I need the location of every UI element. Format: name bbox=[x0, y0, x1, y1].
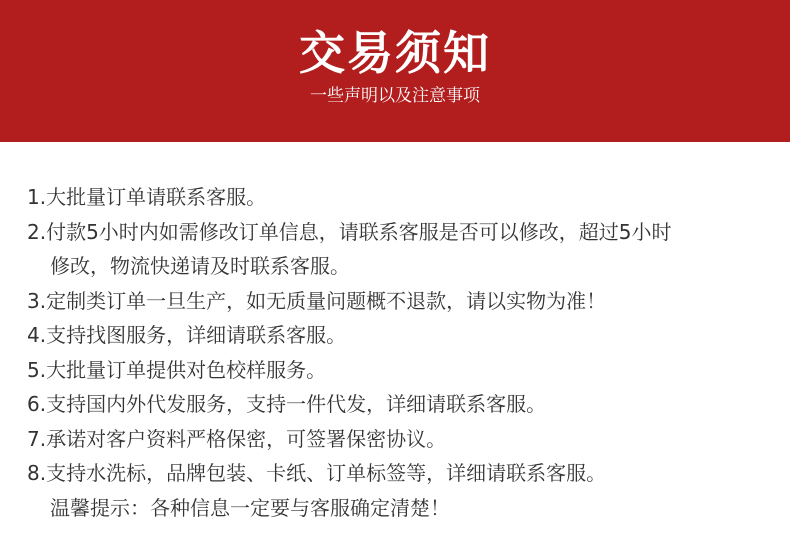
notice-item-7: 7.承诺对客户资料严格保密，可签署保密协议。 bbox=[27, 426, 447, 451]
page-subtitle: 一些声明以及注意事项 bbox=[310, 86, 480, 106]
notice-item-2-continued: 修改，物流快递请及时联系客服。 bbox=[50, 254, 350, 278]
page-title: 交易须知 bbox=[299, 26, 491, 80]
header-banner bbox=[0, 0, 790, 142]
warm-tip: 温馨提示：各种信息一定要与客服确定清楚！ bbox=[50, 495, 450, 520]
notice-item-6: 6.支持国内外代发服务，支持一件代发，详细请联系客服。 bbox=[27, 392, 547, 416]
notice-item-4: 4.支持找图服务，详细请联系客服。 bbox=[27, 323, 347, 347]
notice-item-3: 3.定制类订单一旦生产，如无质量问题概不退款，请以实物为准！ bbox=[27, 288, 607, 313]
notice-list bbox=[27, 180, 777, 525]
notice-item-5: 5.大批量订单提供对色校样服务。 bbox=[27, 357, 327, 382]
notice-item-8: 8.支持水洗标，品牌包装、卡纸、订单标签等，详细请联系客服。 bbox=[27, 461, 607, 485]
notice-item-1: 1.大批量订单请联系客服。 bbox=[27, 185, 267, 209]
notice-item-2: 2.付款5小时内如需修改订单信息，请联系客服是否可以修改，超过5小时 bbox=[27, 219, 672, 244]
